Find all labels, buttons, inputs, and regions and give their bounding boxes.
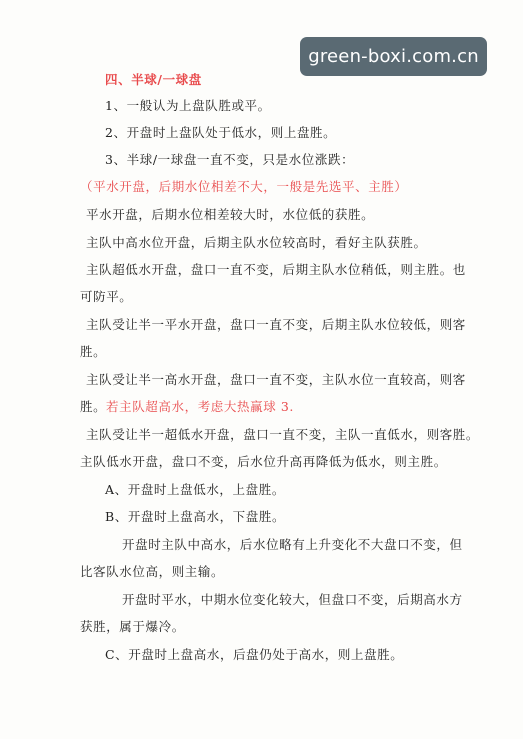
- text-line: 主队受让半一高水开盘，盘口一直不变，主队水位一直较高，则客: [86, 372, 466, 387]
- highlight-note: （平水开盘，后期水位相差不大，一般是先选平、主胜）: [80, 179, 408, 194]
- text-line: 胜。: [80, 399, 107, 414]
- list-item-a: A、开盘时上盘低水，上盘胜。: [105, 482, 285, 497]
- text-line: 获胜，属于爆冷。: [80, 619, 185, 634]
- text-line: 开盘时平水，中期水位变化较大，但盘口不变，后期高水方: [122, 592, 463, 607]
- text-line: 平水开盘，后期水位相差较大时，水位低的获胜。: [86, 207, 375, 222]
- text-line: 2、开盘时上盘队处于低水，则上盘胜。: [105, 125, 337, 140]
- text-line: 可防平。: [80, 289, 133, 304]
- text-line: 胜。: [80, 344, 107, 359]
- list-item-b: B、开盘时上盘高水，下盘胜。: [105, 509, 286, 524]
- text-line: 主队受让半一超低水开盘，盘口一直不变，主队一直低水，则客胜。: [86, 427, 480, 442]
- text-line: 3、半球/一球盘一直不变，只是水位涨跌：: [105, 152, 355, 167]
- text-line: 1、一般认为上盘队胜或平。: [105, 98, 271, 113]
- text-line: 主队超低水开盘，盘口一直不变，后期主队水位稍低，则主胜。也: [86, 262, 466, 277]
- text-line: 主队低水开盘，盘口不变，后水位升高再降低为低水，则主胜。: [80, 454, 447, 469]
- watermark-badge: green-boxi.com.cn: [300, 37, 487, 76]
- section-heading: 四、半球/一球盘: [105, 72, 202, 87]
- text-line: 比客队水位高，则主输。: [80, 564, 225, 579]
- text-line: 主队受让半一平水开盘，盘口一直不变，后期主队水位较低，则客: [86, 317, 466, 332]
- text-line: 主队中高水位开盘，后期主队水位较高时，看好主队获胜。: [86, 235, 427, 250]
- text-line: 开盘时主队中高水，后水位略有上升变化不大盘口不变，但: [122, 537, 463, 552]
- list-item-c: C、开盘时上盘高水，后盘仍处于高水，则上盘胜。: [105, 647, 404, 662]
- highlight-note: 若主队超高水，考虑大热赢球 3.: [106, 399, 295, 414]
